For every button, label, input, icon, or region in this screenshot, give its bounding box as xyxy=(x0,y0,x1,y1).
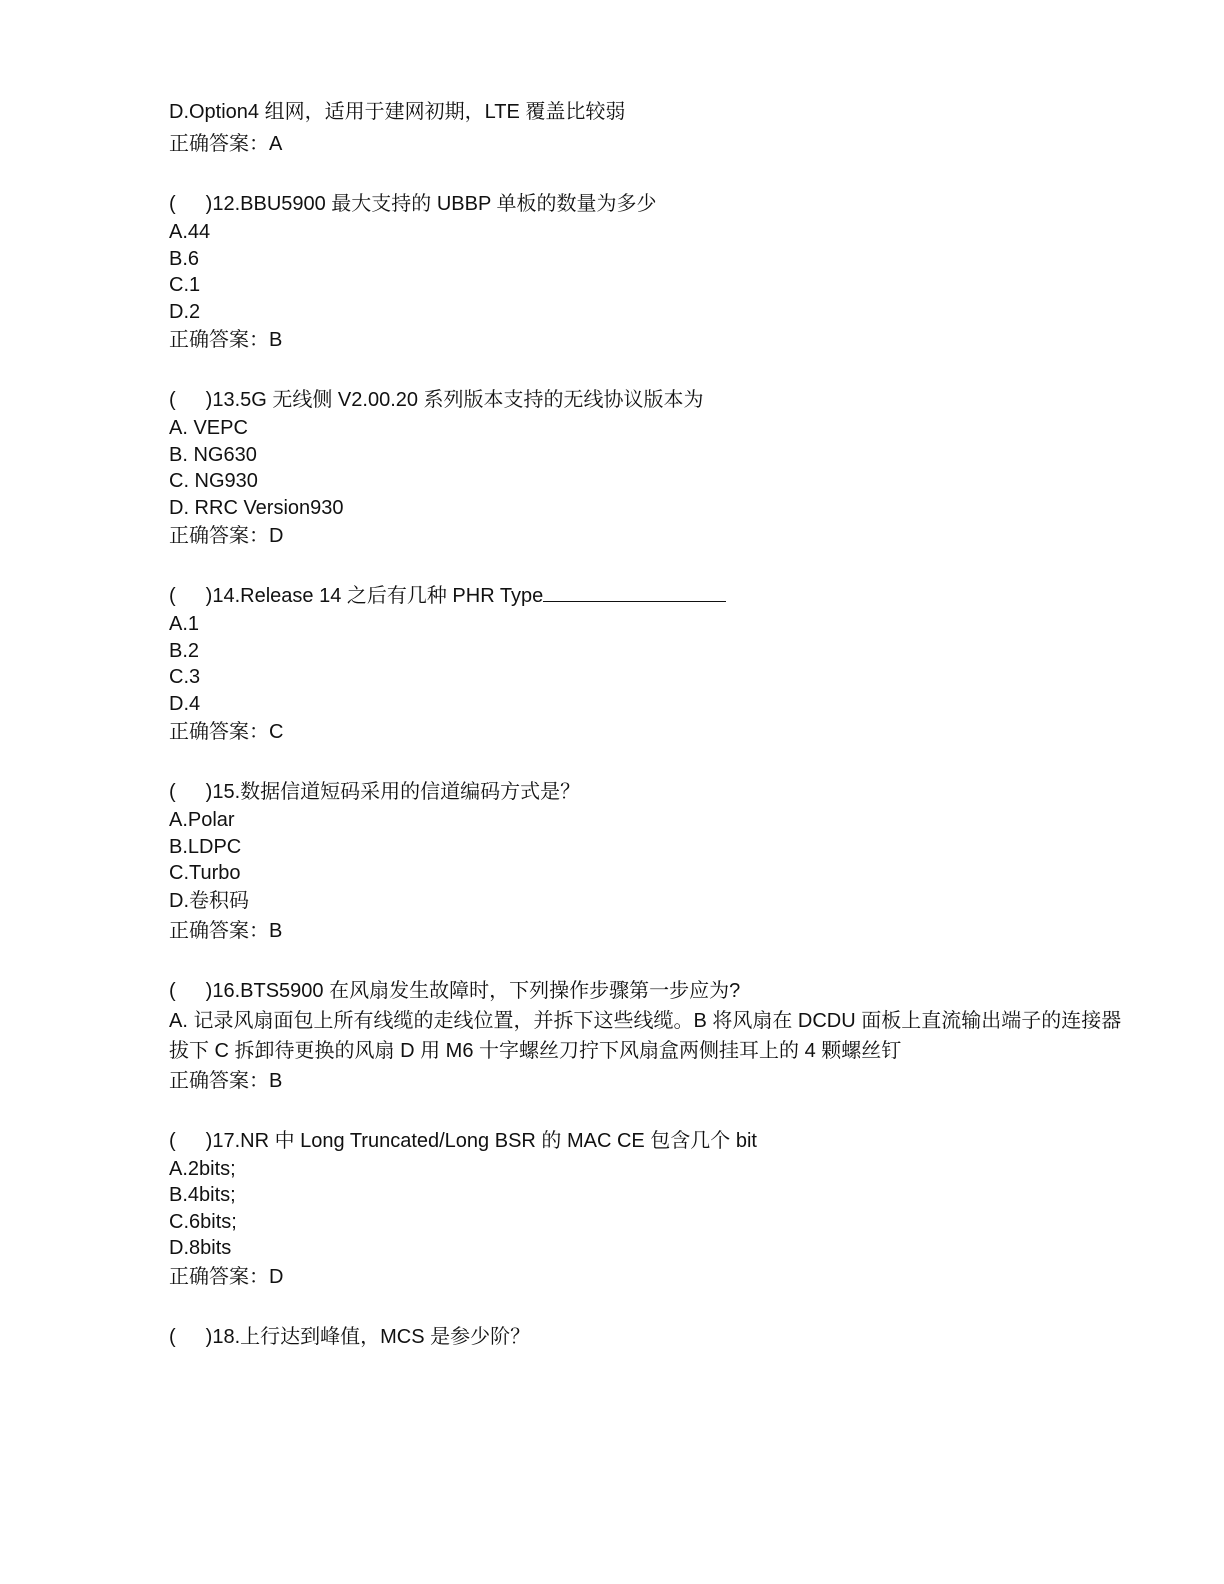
question-stem xyxy=(169,386,1129,415)
question-11-tail xyxy=(169,96,1129,159)
fill-in-blank xyxy=(543,584,726,602)
option-d: D.Option4 组网，适用于建网初期，LTE 覆盖比较弱 xyxy=(169,101,626,123)
correct-answer: 正确答案：B xyxy=(169,919,283,942)
options-paragraph: A. 记录风扇面包上所有线缆的走线位置，并拆下这些线缆。B 将风扇在 DCDU 面板上直流输出端子的连接器拔下 C 拆卸待更换的风扇 D 用 M6 十字螺丝刀拧下风扇盒两侧挂耳上的 4 颗螺丝钉 xyxy=(169,1009,1122,1062)
option-b: B.LDPC xyxy=(169,835,242,858)
option-c: C.3 xyxy=(169,666,201,688)
paren-open: ( xyxy=(169,1325,176,1348)
option-d: D.卷积码 xyxy=(169,889,249,912)
question-text: )18.上行达到峰值，MCS 是参少阶？ xyxy=(205,1325,531,1348)
question-text: )14.Release 14 之后有几种 PHR Type xyxy=(205,585,544,607)
question-stem xyxy=(169,190,1129,219)
question-stem xyxy=(169,582,1129,611)
paren-open: ( xyxy=(169,585,176,607)
option-b: B.6 xyxy=(169,247,200,270)
correct-answer: 正确答案：A xyxy=(169,133,283,155)
question-14 xyxy=(169,582,1129,747)
question-17 xyxy=(169,1127,1129,1292)
question-stem xyxy=(169,1323,1129,1352)
option-d: D. RRC Version930 xyxy=(169,496,344,519)
option-c: C.6bits; xyxy=(169,1210,237,1233)
option-a: A. VEPC xyxy=(169,417,248,439)
option-a: A.2bits; xyxy=(169,1157,236,1180)
option-b: B.4bits; xyxy=(169,1184,236,1206)
question-text: )13.5G 无线侧 V2.00.20 系列版本支持的无线协议版本为 xyxy=(205,389,704,411)
option-b: B.2 xyxy=(169,639,200,662)
question-stem xyxy=(169,778,1129,807)
question-18 xyxy=(169,1323,1129,1352)
correct-answer: 正确答案：B xyxy=(169,1069,283,1092)
question-text: )12.BBU5900 最大支持的 UBBP 单板的数量为多少 xyxy=(205,193,657,215)
question-stem xyxy=(169,977,1129,1006)
question-15 xyxy=(169,778,1129,946)
document-page xyxy=(169,96,1129,1352)
correct-answer: 正确答案：D xyxy=(169,525,284,547)
correct-answer: 正确答案：B xyxy=(169,329,283,351)
question-stem xyxy=(169,1127,1129,1156)
option-a: A.1 xyxy=(169,613,200,635)
option-b: B. NG630 xyxy=(169,443,257,466)
question-text: )17.NR 中 Long Truncated/Long BSR 的 MAC CE 包含几个 bit xyxy=(205,1129,757,1152)
option-c: C. NG930 xyxy=(169,470,258,492)
paren-open: ( xyxy=(169,389,176,411)
option-c: C.1 xyxy=(169,274,201,296)
option-a: A.Polar xyxy=(169,809,235,831)
option-c: C.Turbo xyxy=(169,862,241,884)
correct-answer: 正确答案：D xyxy=(169,1265,284,1288)
question-12 xyxy=(169,190,1129,355)
question-13 xyxy=(169,386,1129,551)
question-16 xyxy=(169,977,1129,1096)
question-text: )16.BTS5900 在风扇发生故障时，下列操作步骤第一步应为? xyxy=(205,979,741,1002)
paren-open: ( xyxy=(169,979,176,1002)
option-a: A.44 xyxy=(169,221,211,243)
paren-open: ( xyxy=(169,781,176,803)
option-d: D.4 xyxy=(169,692,201,715)
option-d: D.2 xyxy=(169,300,201,323)
correct-answer: 正确答案：C xyxy=(169,721,284,743)
paren-open: ( xyxy=(169,193,176,215)
option-d: D.8bits xyxy=(169,1237,232,1259)
question-text: )15.数据信道短码采用的信道编码方式是？ xyxy=(205,781,581,803)
paren-open: ( xyxy=(169,1129,176,1152)
